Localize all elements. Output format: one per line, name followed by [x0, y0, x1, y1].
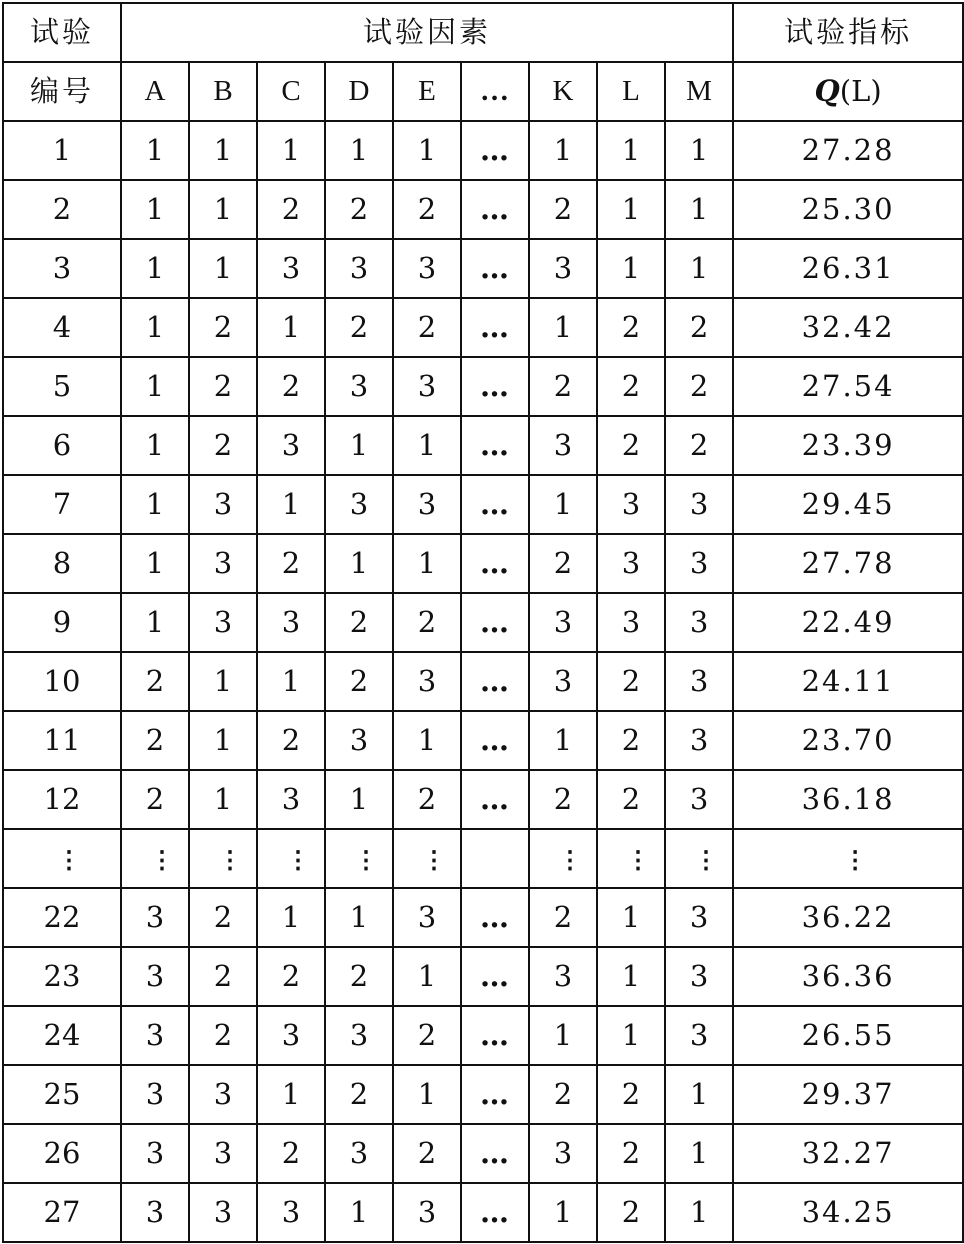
factor-header-l: L [597, 62, 665, 121]
level-cell-c: 2 [257, 711, 325, 770]
level-cell-e: 1 [393, 947, 461, 1006]
level-cell-b: 1 [189, 239, 257, 298]
level-cell-k: 2 [529, 534, 597, 593]
q-value-cell: 36.22 [733, 888, 963, 947]
level-cell-c: 1 [257, 888, 325, 947]
level-cell-a: 3 [121, 888, 189, 947]
level-cell-c: 1 [257, 298, 325, 357]
vertical-ellipsis: ⋮ [626, 845, 650, 874]
level-cell-c [257, 829, 325, 888]
level-cell-b [189, 829, 257, 888]
level-cell-b: 3 [189, 475, 257, 534]
level-cell-m: 1 [665, 1183, 733, 1242]
level-cell-ellipsis: … [461, 947, 529, 1006]
table-row [3, 1006, 963, 1065]
factor-header-d: D [325, 62, 393, 121]
level-cell-d: 3 [325, 1124, 393, 1183]
table-row [3, 298, 963, 357]
test-id-cell: 23 [3, 947, 121, 1006]
level-cell-k: 3 [529, 947, 597, 1006]
factor-header-k: K [529, 62, 597, 121]
level-cell-l: 2 [597, 298, 665, 357]
orthogonal-test-table [2, 2, 964, 1243]
level-cell-m: 3 [665, 593, 733, 652]
vertical-ellipsis: ⋮ [286, 845, 310, 874]
level-cell-l: 2 [597, 652, 665, 711]
level-cell-a: 3 [121, 1006, 189, 1065]
level-cell-a: 1 [121, 180, 189, 239]
level-cell-b: 3 [189, 1183, 257, 1242]
level-cell-a: 1 [121, 121, 189, 180]
level-cell-k: 2 [529, 1065, 597, 1124]
level-cell-d: 2 [325, 298, 393, 357]
level-cell-ellipsis: … [461, 593, 529, 652]
level-cell-c: 2 [257, 180, 325, 239]
vertical-ellipsis: ⋮ [422, 845, 446, 874]
factor-header-m: M [665, 62, 733, 121]
level-cell-d: 2 [325, 1065, 393, 1124]
level-cell-l: 1 [597, 121, 665, 180]
vertical-ellipsis: ⋮ [694, 845, 719, 874]
vertical-ellipsis: ⋮ [558, 845, 582, 874]
table-row [3, 180, 963, 239]
level-cell-k: 1 [529, 711, 597, 770]
test-id-cell: 7 [3, 475, 121, 534]
table-row [3, 1065, 963, 1124]
level-cell-l: 1 [597, 1006, 665, 1065]
level-cell-c: 2 [257, 1124, 325, 1183]
table-body [3, 3, 963, 1242]
vertical-ellipsis: ⋮ [843, 845, 868, 874]
level-cell-e: 2 [393, 770, 461, 829]
level-cell-m: 2 [665, 357, 733, 416]
level-cell-k: 1 [529, 475, 597, 534]
test-id-cell: 1 [3, 121, 121, 180]
level-cell-e: 1 [393, 121, 461, 180]
level-cell-e: 3 [393, 1183, 461, 1242]
level-cell-d: 1 [325, 534, 393, 593]
level-cell-l: 1 [597, 180, 665, 239]
level-cell-m: 1 [665, 121, 733, 180]
table-row [3, 1124, 963, 1183]
q-value-cell: 32.27 [733, 1124, 963, 1183]
level-cell-ellipsis: … [461, 534, 529, 593]
level-cell-m: 3 [665, 1006, 733, 1065]
table-row [3, 888, 963, 947]
level-cell-b: 3 [189, 534, 257, 593]
level-cell-e: 3 [393, 239, 461, 298]
level-cell-c: 3 [257, 1183, 325, 1242]
vertical-ellipsis: ⋮ [57, 845, 81, 874]
level-cell-e: 3 [393, 652, 461, 711]
q-value-cell: 26.55 [733, 1006, 963, 1065]
level-cell-ellipsis: … [461, 1006, 529, 1065]
level-cell-a: 3 [121, 947, 189, 1006]
test-id-cell: 8 [3, 534, 121, 593]
test-id-cell [3, 829, 121, 888]
level-cell-b: 1 [189, 711, 257, 770]
test-id-cell: 26 [3, 1124, 121, 1183]
level-cell-b: 2 [189, 357, 257, 416]
q-value-cell: 22.49 [733, 593, 963, 652]
test-id-cell: 6 [3, 416, 121, 475]
table-row [3, 239, 963, 298]
level-cell-c: 3 [257, 770, 325, 829]
level-cell-m: 3 [665, 534, 733, 593]
table-row [3, 475, 963, 534]
level-cell-d: 1 [325, 1183, 393, 1242]
level-cell-k: 1 [529, 1006, 597, 1065]
table-row [3, 357, 963, 416]
level-cell-l: 2 [597, 357, 665, 416]
level-cell-a: 1 [121, 416, 189, 475]
level-cell-b: 1 [189, 770, 257, 829]
table-row [3, 1183, 963, 1242]
q-value-cell: 29.45 [733, 475, 963, 534]
level-cell-l: 2 [597, 711, 665, 770]
factor-header-c: C [257, 62, 325, 121]
level-cell-c: 1 [257, 475, 325, 534]
level-cell-d: 2 [325, 593, 393, 652]
level-cell-a: 1 [121, 298, 189, 357]
level-cell-a: 3 [121, 1183, 189, 1242]
level-cell-b: 3 [189, 593, 257, 652]
factor-header-ellipsis: … [461, 62, 529, 121]
level-cell-b: 3 [189, 1124, 257, 1183]
level-cell-b: 2 [189, 947, 257, 1006]
level-cell-l: 1 [597, 947, 665, 1006]
q-value-cell [733, 829, 963, 888]
q-value-cell: 27.28 [733, 121, 963, 180]
table-row [3, 652, 963, 711]
q-value-cell: 27.78 [733, 534, 963, 593]
vertical-ellipsis: ⋮ [150, 845, 174, 874]
table-row [3, 534, 963, 593]
test-id-cell: 2 [3, 180, 121, 239]
level-cell-e: 1 [393, 1065, 461, 1124]
index-unit: (L) [839, 74, 882, 108]
level-cell-c: 2 [257, 947, 325, 1006]
test-id-cell: 5 [3, 357, 121, 416]
level-cell-b: 2 [189, 298, 257, 357]
level-cell-d: 1 [325, 416, 393, 475]
test-id-cell: 27 [3, 1183, 121, 1242]
level-cell-m: 3 [665, 711, 733, 770]
q-value-cell: 23.70 [733, 711, 963, 770]
level-cell-e: 1 [393, 711, 461, 770]
level-cell-e: 3 [393, 475, 461, 534]
level-cell-k: 3 [529, 593, 597, 652]
level-cell-m: 3 [665, 947, 733, 1006]
level-cell-d: 3 [325, 1006, 393, 1065]
level-cell-b: 3 [189, 1065, 257, 1124]
q-value-cell: 24.11 [733, 652, 963, 711]
test-id-header-line2: 编号 [3, 62, 121, 121]
table-row [3, 947, 963, 1006]
level-cell-k: 2 [529, 888, 597, 947]
table-row [3, 711, 963, 770]
q-value-cell: 29.37 [733, 1065, 963, 1124]
level-cell-c: 3 [257, 1006, 325, 1065]
test-id-header-line1: 试验 [3, 3, 121, 62]
level-cell-e: 2 [393, 593, 461, 652]
level-cell-b: 1 [189, 180, 257, 239]
test-id-cell: 10 [3, 652, 121, 711]
level-cell-b: 2 [189, 1006, 257, 1065]
level-cell-d: 1 [325, 888, 393, 947]
level-cell-l [597, 829, 665, 888]
header-row-2 [3, 62, 963, 121]
level-cell-l: 2 [597, 770, 665, 829]
level-cell-l: 3 [597, 534, 665, 593]
level-cell-m: 1 [665, 1124, 733, 1183]
q-value-cell: 25.30 [733, 180, 963, 239]
level-cell-a: 1 [121, 593, 189, 652]
test-id-cell: 9 [3, 593, 121, 652]
level-cell-ellipsis: … [461, 888, 529, 947]
level-cell-a: 2 [121, 652, 189, 711]
level-cell-m: 1 [665, 239, 733, 298]
level-cell-l: 2 [597, 1124, 665, 1183]
level-cell-e: 2 [393, 1124, 461, 1183]
test-id-cell: 22 [3, 888, 121, 947]
level-cell-m [665, 829, 733, 888]
level-cell-ellipsis: … [461, 298, 529, 357]
factors-header: 试验因素 [121, 3, 733, 62]
level-cell-e: 1 [393, 416, 461, 475]
header-row-1 [3, 3, 963, 62]
test-id-cell: 12 [3, 770, 121, 829]
level-cell-m: 3 [665, 888, 733, 947]
q-value-cell: 32.42 [733, 298, 963, 357]
test-id-cell: 4 [3, 298, 121, 357]
level-cell-a: 3 [121, 1124, 189, 1183]
level-cell-c: 1 [257, 1065, 325, 1124]
level-cell-a: 2 [121, 711, 189, 770]
level-cell-k: 2 [529, 770, 597, 829]
level-cell-ellipsis: … [461, 180, 529, 239]
level-cell-k: 2 [529, 357, 597, 416]
level-cell-m: 1 [665, 180, 733, 239]
level-cell-k: 2 [529, 180, 597, 239]
level-cell-c: 3 [257, 239, 325, 298]
level-cell-a: 1 [121, 475, 189, 534]
level-cell-d: 2 [325, 652, 393, 711]
level-cell-k: 3 [529, 652, 597, 711]
level-cell-d: 1 [325, 770, 393, 829]
level-cell-a: 2 [121, 770, 189, 829]
level-cell-l: 1 [597, 239, 665, 298]
level-cell-l: 3 [597, 475, 665, 534]
level-cell-e: 2 [393, 180, 461, 239]
level-cell-e: 2 [393, 1006, 461, 1065]
q-value-cell: 23.39 [733, 416, 963, 475]
table-row [3, 770, 963, 829]
level-cell-k: 1 [529, 1183, 597, 1242]
level-cell-a: 1 [121, 534, 189, 593]
factor-header-e: E [393, 62, 461, 121]
level-cell-a: 1 [121, 357, 189, 416]
level-cell-b: 2 [189, 888, 257, 947]
level-cell-e: 1 [393, 534, 461, 593]
level-cell-ellipsis: … [461, 1065, 529, 1124]
level-cell-d: 1 [325, 121, 393, 180]
q-value-cell: 36.18 [733, 770, 963, 829]
level-cell-k: 3 [529, 239, 597, 298]
level-cell-k: 3 [529, 416, 597, 475]
level-cell-d: 2 [325, 180, 393, 239]
test-id-cell: 3 [3, 239, 121, 298]
level-cell-b: 2 [189, 416, 257, 475]
level-cell-b: 1 [189, 121, 257, 180]
level-cell-ellipsis: … [461, 121, 529, 180]
level-cell-m: 3 [665, 475, 733, 534]
level-cell-m: 2 [665, 298, 733, 357]
test-id-cell: 25 [3, 1065, 121, 1124]
level-cell-c: 1 [257, 121, 325, 180]
level-cell-e: 2 [393, 298, 461, 357]
level-cell-e [393, 829, 461, 888]
level-cell-k [529, 829, 597, 888]
q-value-cell: 36.36 [733, 947, 963, 1006]
table-row [3, 416, 963, 475]
test-id-cell: 24 [3, 1006, 121, 1065]
level-cell-c: 2 [257, 534, 325, 593]
index-unit-header [733, 62, 963, 121]
level-cell-ellipsis: … [461, 475, 529, 534]
level-cell-e: 3 [393, 888, 461, 947]
level-cell-m: 3 [665, 770, 733, 829]
table-row [3, 121, 963, 180]
q-value-cell: 34.25 [733, 1183, 963, 1242]
level-cell-ellipsis: … [461, 239, 529, 298]
level-cell-c: 1 [257, 652, 325, 711]
level-cell-d: 2 [325, 947, 393, 1006]
level-cell-ellipsis: … [461, 1183, 529, 1242]
level-cell-m: 1 [665, 1065, 733, 1124]
level-cell-e: 3 [393, 357, 461, 416]
q-value-cell: 26.31 [733, 239, 963, 298]
level-cell-ellipsis: … [461, 416, 529, 475]
level-cell-m: 3 [665, 652, 733, 711]
index-symbol: Q [814, 74, 840, 108]
table-row-ellipsis [3, 829, 963, 888]
level-cell-d: 3 [325, 357, 393, 416]
level-cell-l: 2 [597, 1065, 665, 1124]
factor-header-b: B [189, 62, 257, 121]
level-cell-a [121, 829, 189, 888]
index-header: 试验指标 [733, 3, 963, 62]
level-cell-ellipsis [461, 829, 529, 888]
level-cell-c: 3 [257, 593, 325, 652]
level-cell-d [325, 829, 393, 888]
level-cell-ellipsis: … [461, 652, 529, 711]
level-cell-d: 3 [325, 475, 393, 534]
level-cell-b: 1 [189, 652, 257, 711]
level-cell-ellipsis: … [461, 711, 529, 770]
level-cell-k: 1 [529, 298, 597, 357]
vertical-ellipsis: ⋮ [218, 845, 242, 874]
level-cell-l: 2 [597, 1183, 665, 1242]
level-cell-c: 2 [257, 357, 325, 416]
level-cell-k: 3 [529, 1124, 597, 1183]
level-cell-k: 1 [529, 121, 597, 180]
level-cell-l: 1 [597, 888, 665, 947]
level-cell-d: 3 [325, 239, 393, 298]
vertical-ellipsis: ⋮ [354, 845, 378, 874]
level-cell-l: 2 [597, 416, 665, 475]
factor-header-a: A [121, 62, 189, 121]
test-id-cell: 11 [3, 711, 121, 770]
level-cell-ellipsis: … [461, 1124, 529, 1183]
q-value-cell: 27.54 [733, 357, 963, 416]
table-row [3, 593, 963, 652]
level-cell-a: 1 [121, 239, 189, 298]
level-cell-c: 3 [257, 416, 325, 475]
level-cell-m: 2 [665, 416, 733, 475]
level-cell-ellipsis: … [461, 770, 529, 829]
level-cell-a: 3 [121, 1065, 189, 1124]
level-cell-l: 3 [597, 593, 665, 652]
level-cell-ellipsis: … [461, 357, 529, 416]
level-cell-d: 3 [325, 711, 393, 770]
